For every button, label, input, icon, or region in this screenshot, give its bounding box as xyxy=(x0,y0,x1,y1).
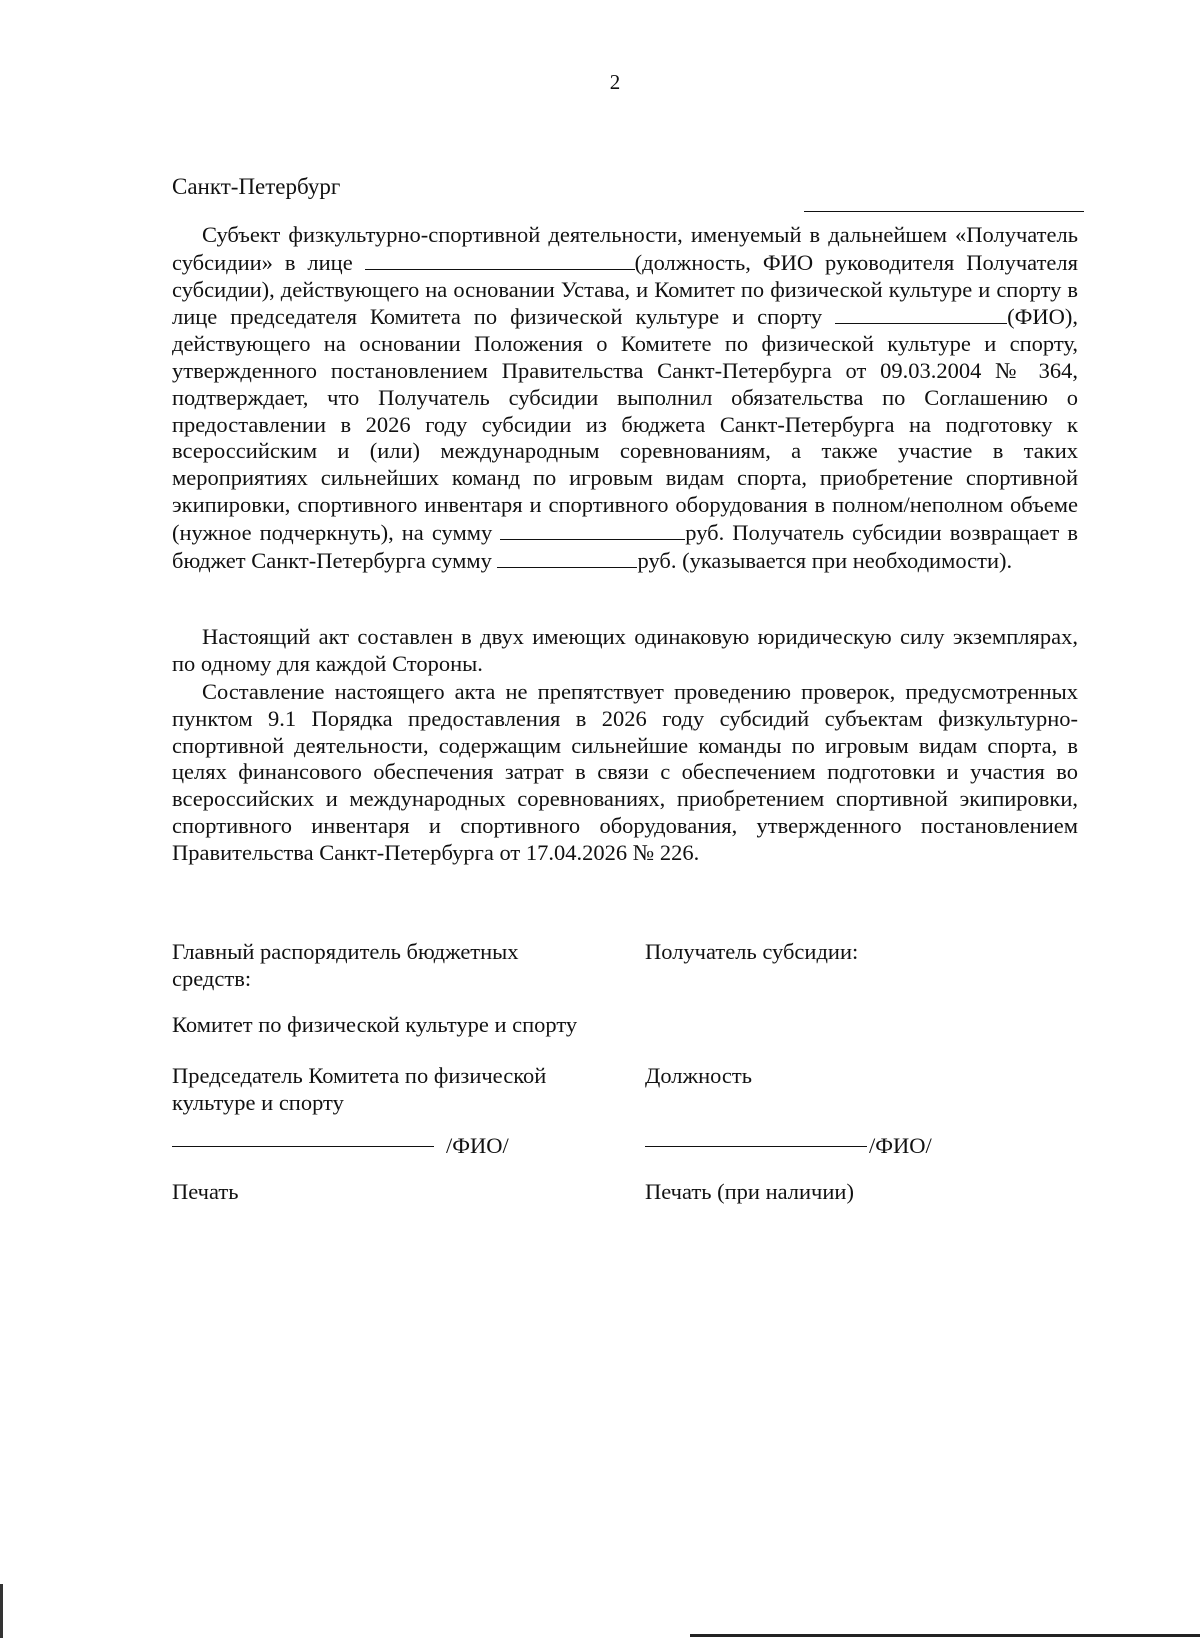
paragraph-copies: Настоящий акт составлен в двух имеющих одинаковую юридическую силу экземплярах, по одному для каждой Стороны. xyxy=(172,624,1078,676)
left-name-label: /ФИО/ xyxy=(446,1133,509,1158)
date-blank-line xyxy=(804,211,1084,212)
left-signatory-position: Председатель Комитета по физической культуре и спорту xyxy=(172,1063,547,1115)
paragraph-confirmation xyxy=(172,222,1078,574)
paragraph-text: руб. (указывается при необходимости). xyxy=(637,547,1013,573)
recipient-position-blank xyxy=(365,249,635,270)
left-signature-line xyxy=(172,1146,434,1147)
right-signature-line xyxy=(645,1146,867,1147)
subsidy-amount-blank xyxy=(500,519,685,540)
page-number: 2 xyxy=(609,70,621,94)
scan-edge-mark xyxy=(0,1584,3,1638)
left-signatory-role: Главный распорядитель бюджетных средств: xyxy=(172,939,519,991)
right-stamp-label: Печать (при наличии) xyxy=(645,1179,854,1204)
right-signatory-role: Получатель субсидии: xyxy=(645,939,859,964)
left-stamp-label: Печать xyxy=(172,1179,239,1204)
left-signatory-org: Комитет по физической культуре и спорту xyxy=(172,1012,578,1037)
city-name: Санкт-Петербург xyxy=(172,174,341,199)
right-signatory-position: Должность xyxy=(645,1063,753,1088)
paragraph-text: Субъект физкультурно-спортивной деятельности, именуемый в дальнейшем «Получатель субсидии» в лице xyxy=(172,222,1078,275)
paragraph-text: руб. Получатель субсидии возвращает в бюджет Санкт-Петербурга сумму xyxy=(172,519,1078,573)
paragraph-text: (ФИО), действующего на основании Положения о Комитете по физической культуре и спорту, утвержденного постановлением Правительства Санкт-Петербурга от 09.03.2004 № 364, подтверждает, что Получатель субсидии выполнил обязательства по Соглашению о предоставлении в 2026 году субсидии из бюджета Санкт-Петербурга на подготовку к всероссийским и (или) международным соревнованиям, а также участие в таких мероприятиях сильнейших команд по игровым видам спорта, приобретение спортивной экипировки, спортивного инвентаря и спортивного оборудования в полном/неполном объеме (нужное подчеркнуть), на сумму xyxy=(172,304,1078,545)
refund-amount-blank xyxy=(497,547,637,568)
paragraph-text: (должность, ФИО руководителя Получателя субсидии), действующего на основании Устава, и Комитет по физической культуре и спорту в лице председателя Комитета по физической культуре и спорту xyxy=(172,249,1078,330)
scan-edge-mark xyxy=(690,1634,1200,1637)
paragraph-inspections: Составление настоящего акта не препятствует проведению проверок, предусмотренных пунктом 9.1 Порядка предоставления в 2026 году субсидий субъектам физкультурно-спортивной деятельности, содержащим сильнейшие команды по игровым видам спорта, в целях финансового обеспечения затрат в связи с обеспечением подготовки и участия во всероссийских и международных соревнованиях, приобретением спортивной экипировки, спортивного инвентаря и спортивного оборудования, утвержденного постановлением Правительства Санкт-Петербурга от 17.04.2026 № 226. xyxy=(172,679,1078,865)
chairman-name-blank xyxy=(835,303,1007,324)
right-name-label: /ФИО/ xyxy=(869,1133,932,1158)
